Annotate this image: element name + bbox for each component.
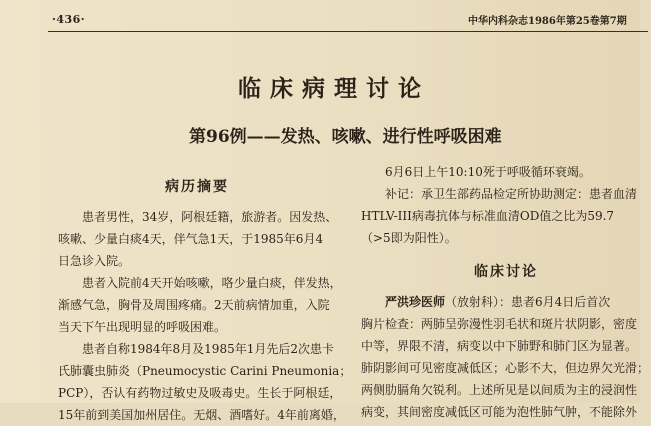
text-line: 患者男性，34岁，阿根廷籍，旅游者。因发热、 <box>82 210 338 224</box>
section-title-discussion: 临床讨论 <box>474 264 538 280</box>
text-line: 当天下午出现明显的呼吸困难。 <box>58 320 227 334</box>
text-line: PCP），否认有药物过敏史及吸毒史。生长于阿根廷， <box>58 386 342 400</box>
right-column <box>361 161 651 423</box>
discussion-first-line <box>361 291 651 313</box>
text-line: 病变，其间密度减低区可能为泡性肺气肿，不能除外 <box>361 405 638 419</box>
discussion-text <box>361 313 651 423</box>
text-line: 患者入院前4天开始咳嗽，咯少量白痰，伴发热， <box>82 276 342 290</box>
text-line: 6月6日上午10:10死于呼吸循环衰竭。 <box>385 165 591 179</box>
text-line: （>5即为阳性）。 <box>361 231 457 245</box>
speaker-name: 严洪珍医师 <box>385 295 446 309</box>
page-number: ·436· <box>52 13 86 26</box>
text-line: 胸片检查：两肺呈弥漫性羽毛状和斑片状阴影，密度 <box>361 317 638 331</box>
article-subtitle: 第96例——发热、咳嗽、进行性呼吸困难 <box>189 127 502 147</box>
text-line: 中等，界限不清，病变以中下肺野和肺门区为显著。 <box>361 339 638 353</box>
text-line: 氏肺囊虫肺炎（Pneumocystic Carini Pneumonia； <box>58 364 352 378</box>
article-title: 临床病理讨论 <box>238 75 430 102</box>
left-column <box>58 176 352 426</box>
text-line: 肺阴影间可见密度减低区；心影不大，但边界欠光滑； <box>361 361 650 375</box>
text-line: 日急诊入院。 <box>58 254 131 268</box>
discussion-first-text: 患者6月4日后首次 <box>511 295 611 309</box>
speaker-role: （放射科）： <box>445 295 512 309</box>
section-title-history: 病历摘要 <box>165 179 229 195</box>
text-line: HTLV-III病毒抗体与标准血清OD值之比为59.7 <box>361 209 615 223</box>
death-note-text <box>361 161 651 249</box>
text-line: 两侧肋膈角欠锐利。上述所见是以间质为主的浸润性 <box>361 383 638 397</box>
journal-header: 中华内科杂志1986年第25卷第7期 <box>468 16 627 27</box>
text-line: 渐感气急，胸骨及周围疼痛。2天前病情加重，入院 <box>58 298 330 312</box>
text-line: 补记：承卫生部药品检定所协助测定：患者血清 <box>385 187 638 201</box>
header-rule <box>48 31 648 32</box>
history-text <box>58 206 352 426</box>
text-line: 咳嗽、少量白痰4天，伴气急1天，于1985年6月4 <box>58 232 324 246</box>
text-line: 患者自称1984年8月及1985年1月先后2次患卡 <box>82 342 334 356</box>
text-line: 15年前到美国加州居住。无烟、酒嗜好。4年前离婚， <box>58 408 345 422</box>
